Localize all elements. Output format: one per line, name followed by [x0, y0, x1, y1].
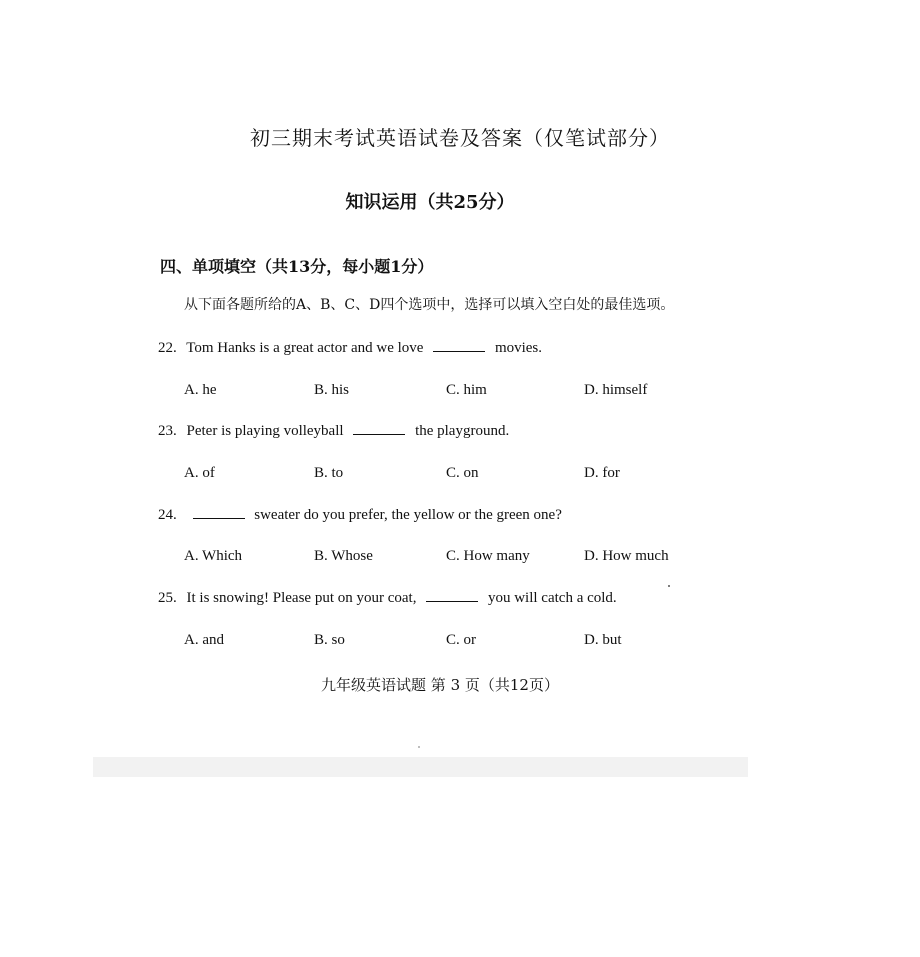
question-22 — [158, 340, 542, 357]
option-d: D. himself — [584, 382, 648, 398]
question-text-before: Peter is playing volleyball — [186, 423, 344, 439]
document-title: 初三期末考试英语试卷及答案（仅笔试部分） — [250, 126, 670, 150]
question-number: 22. — [158, 340, 177, 356]
question-text-after: movies. — [494, 340, 543, 356]
scan-edge-band — [93, 757, 748, 777]
scan-speck — [418, 746, 420, 748]
part-title: 四、单项填空（共13分，每小题1分） — [160, 257, 434, 276]
instruction-text: 从下面各题所给的A、B、C、D四个选项中，选择可以填入空白处的最佳选项。 — [184, 297, 675, 313]
scan-speck — [668, 585, 670, 587]
question-text-before: It is snowing! Please put on your coat, — [186, 590, 417, 606]
answer-blank — [433, 350, 485, 352]
option-a: A. and — [184, 632, 224, 648]
question-text-after: sweater do you prefer, the yellow or the green one? — [254, 507, 562, 523]
question-text-after: you will catch a cold. — [487, 590, 617, 606]
question-number: 23. — [158, 423, 177, 439]
option-a: A. he — [184, 382, 217, 398]
question-text-after: the playground. — [415, 423, 510, 439]
option-b: B. his — [314, 382, 350, 398]
option-c: C. him — [446, 382, 487, 398]
option-d: D. How much — [584, 548, 669, 564]
question-text-before: Tom Hanks is a great actor and we love — [186, 340, 424, 356]
answer-blank — [353, 433, 405, 435]
option-a: A. Which — [184, 548, 243, 564]
question-24 — [158, 507, 562, 524]
option-a: A. of — [184, 465, 215, 481]
option-b: B. so — [314, 632, 345, 648]
question-number: 24. — [158, 507, 177, 523]
question-number: 25. — [158, 590, 177, 606]
option-c: C. or — [446, 632, 476, 648]
question-25 — [158, 590, 617, 607]
page-footer: 九年级英语试题 第 3 页（共12页） — [321, 676, 559, 694]
option-d: D. for — [584, 465, 620, 481]
option-b: B. to — [314, 465, 344, 481]
answer-blank — [426, 600, 478, 602]
section-title: 知识运用（共25分） — [345, 192, 515, 213]
answer-blank — [193, 517, 245, 519]
option-b: B. Whose — [314, 548, 373, 564]
option-c: C. on — [446, 465, 479, 481]
scanned-exam-page — [150, 180, 710, 720]
question-23 — [158, 423, 509, 440]
option-c: C. How many — [446, 548, 530, 564]
option-d: D. but — [584, 632, 622, 648]
